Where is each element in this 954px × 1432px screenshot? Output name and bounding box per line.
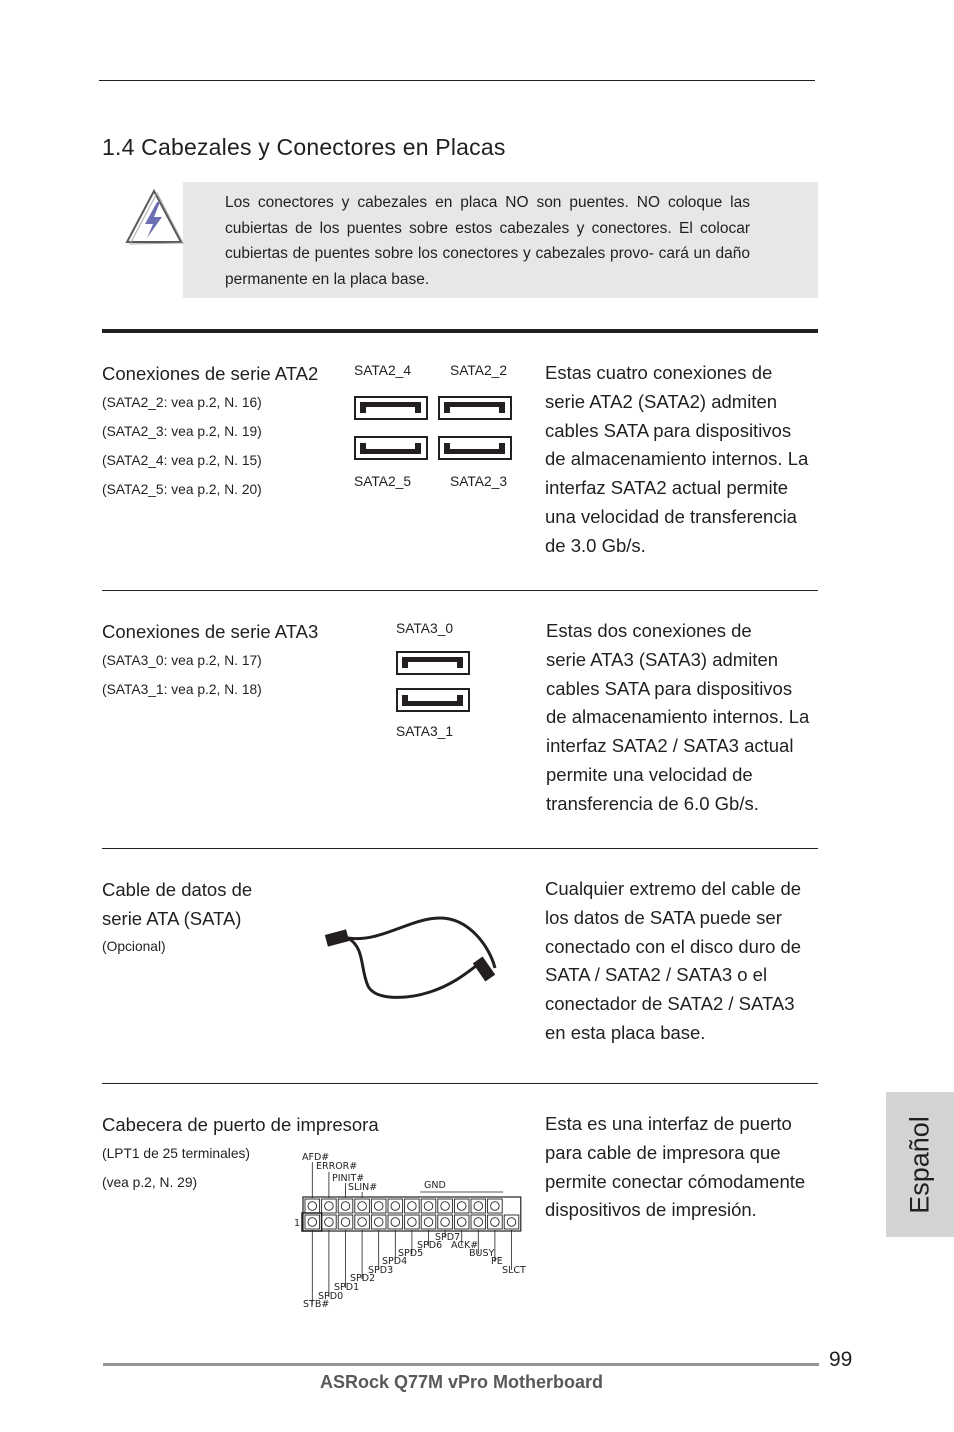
label-sata2-3: SATA2_3	[450, 474, 508, 489]
pin-label: 1	[294, 1218, 301, 1229]
pin	[507, 1218, 516, 1227]
pin	[358, 1202, 367, 1211]
pin	[308, 1202, 317, 1211]
sata-connector-icon	[354, 396, 428, 420]
sata-connector-icon	[396, 651, 470, 675]
pin	[391, 1202, 400, 1211]
language-tab-label: Español	[904, 1115, 935, 1214]
sata-connector-icon	[354, 436, 428, 460]
printer-refs	[102, 1139, 250, 1197]
pin-label: SPD3	[368, 1265, 394, 1276]
warning-text: Los conectores y cabezales en placa NO son puentes. NO coloque las cubiertas de los puentes sobre estos cabezales y conectores. El colocar cubiertas de puentes sobre los conectores y cabezales provo- cará un daño permanente en la placa base.	[225, 194, 750, 288]
printer-ref: (vea p.2, N. 29)	[102, 1175, 198, 1190]
sata2-ref: (SATA2_3: vea p.2, N. 19)	[102, 424, 262, 439]
printer-heading: Cabecera de puerto de impresora	[102, 1114, 379, 1135]
pin	[391, 1218, 400, 1227]
label-sata3-0: SATA3_0	[396, 621, 454, 636]
pin-label: ERROR#	[316, 1161, 358, 1172]
sata-connector-icon	[438, 436, 512, 460]
cable-heading: Cable de datos de serie ATA (SATA)	[102, 879, 253, 929]
pin	[341, 1202, 350, 1211]
pin-label: SLCT	[502, 1265, 526, 1276]
sata2-description: Estas cuatro conexiones de serie ATA2 (SATA2) admiten cables SATA para dispositivos de almacenamiento internos. La interfaz SATA2 actual permite una velocidad de transferencia de 3.0 Gb/s.	[545, 362, 809, 556]
pin-label: PINIT#	[332, 1173, 365, 1184]
pin	[358, 1218, 367, 1227]
pin	[457, 1202, 466, 1211]
cable-note: (Opcional)	[102, 939, 166, 954]
pin	[441, 1202, 450, 1211]
pin	[408, 1218, 417, 1227]
pin	[474, 1202, 483, 1211]
pin-label: SPD2	[350, 1273, 376, 1284]
pin	[325, 1202, 334, 1211]
sata3-ref: (SATA3_1: vea p.2, N. 18)	[102, 682, 262, 697]
sata2-ref: (SATA2_4: vea p.2, N. 15)	[102, 453, 262, 468]
page-number: 99	[829, 1348, 853, 1371]
top-rule	[99, 80, 815, 81]
pin	[491, 1202, 500, 1211]
divider	[102, 848, 818, 849]
pin-label: ACK#	[451, 1240, 479, 1251]
pin	[474, 1218, 483, 1227]
warning-icon	[124, 188, 184, 246]
pin	[308, 1218, 317, 1227]
pin-label: AFD#	[302, 1152, 330, 1163]
label-sata2-2: SATA2_2	[450, 363, 508, 378]
pin	[374, 1218, 383, 1227]
pin	[424, 1218, 433, 1227]
pin-label: STB#	[303, 1299, 330, 1310]
pin	[374, 1202, 383, 1211]
label-sata2-4: SATA2_4	[354, 363, 412, 378]
divider	[102, 1083, 818, 1084]
cable-description: Cualquier extremo del cable de los datos de SATA puede ser conectado con el disco duro de SATA / SATA2 / SATA3 o el conectador de SATA2 / SATA3 en esta placa base.	[545, 878, 802, 1043]
pin-label: SPD4	[382, 1256, 408, 1267]
sata3-ref: (SATA3_0: vea p.2, N. 17)	[102, 653, 262, 668]
sata3-heading: Conexiones de serie ATA3	[102, 621, 319, 642]
sata3-refs	[102, 646, 262, 704]
pin	[408, 1202, 417, 1211]
footer-rule	[103, 1363, 819, 1366]
pin-label: SPD6	[417, 1240, 443, 1251]
pin-label: SPD5	[398, 1248, 424, 1259]
divider	[102, 590, 818, 591]
sata2-heading: Conexiones de serie ATA2	[102, 363, 319, 384]
printer-header-diagram	[290, 1148, 530, 1314]
pin-label: BUSY	[469, 1248, 495, 1259]
pin	[491, 1218, 500, 1227]
footer-title: ASRock Q77M vPro Motherboard	[320, 1372, 604, 1392]
pin	[457, 1218, 466, 1227]
language-tab	[886, 1092, 954, 1237]
sata2-ref: (SATA2_5: vea p.2, N. 20)	[102, 482, 262, 497]
pin-label: SPD7	[435, 1232, 461, 1243]
pin-label: GND	[424, 1180, 446, 1191]
label-sata3-1: SATA3_1	[396, 724, 454, 739]
sata-connector-icon	[396, 688, 470, 712]
sata-connector-icon	[438, 396, 512, 420]
sata2-refs	[102, 388, 262, 504]
pin-label: SPD1	[334, 1282, 360, 1293]
section-title: 1.4 Cabezales y Conectores en Placas	[102, 134, 506, 160]
label-sata2-5: SATA2_5	[354, 474, 412, 489]
printer-description: Esta es una interfaz de puerto para cable de impresora que permite conectar cómodamente dispositivos de impresión.	[545, 1113, 806, 1221]
pin	[325, 1218, 334, 1227]
pin	[424, 1202, 433, 1211]
sata-cable-icon	[320, 908, 510, 1004]
pin	[341, 1218, 350, 1227]
printer-ref: (LPT1 de 25 terminales)	[102, 1146, 250, 1161]
section-divider	[102, 329, 818, 333]
pin-label: SPD0	[318, 1291, 344, 1302]
sata3-description: Estas dos conexiones de serie ATA3 (SATA3) admiten cables SATA para dispositivos de almacenamiento internos. La interfaz SATA2 / SATA3 actual permite una velocidad de transferencia de 6.0 Gb/s.	[546, 620, 810, 814]
pin-label: SLIN#	[348, 1182, 378, 1193]
pin	[441, 1218, 450, 1227]
sata2-ref: (SATA2_2: vea p.2, N. 16)	[102, 395, 262, 410]
pin-label: PE	[491, 1256, 503, 1267]
